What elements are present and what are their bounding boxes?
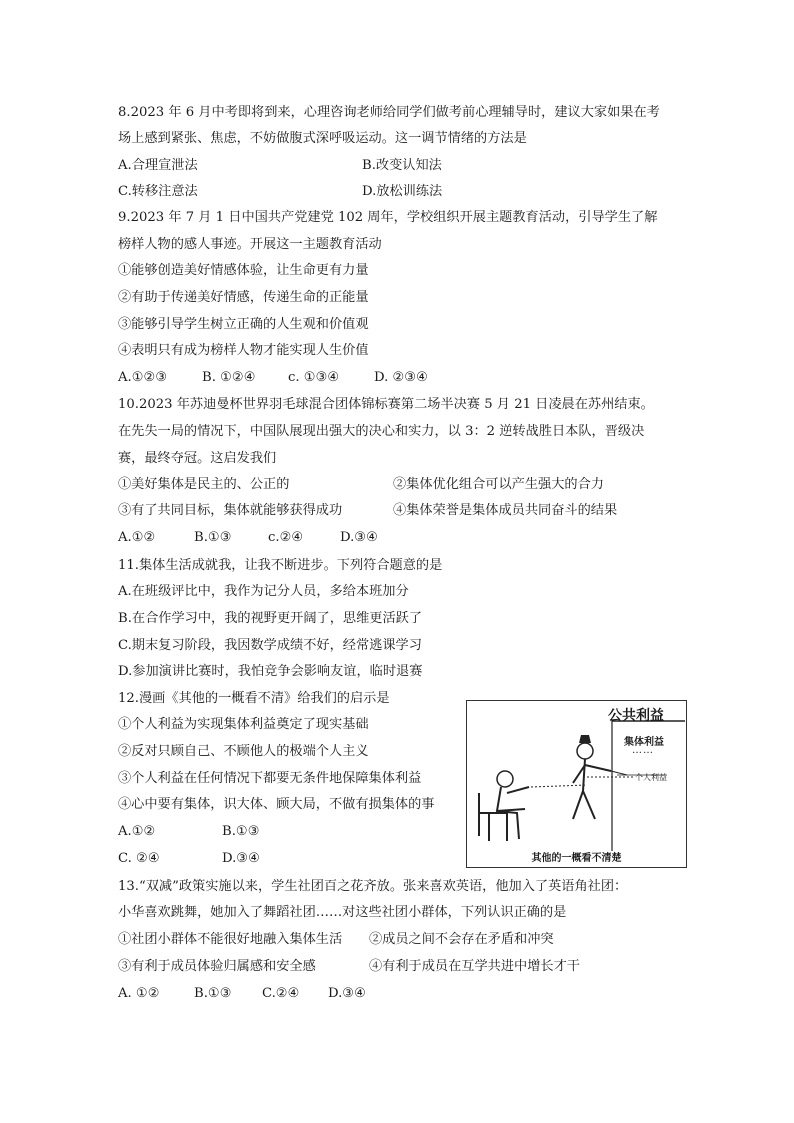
q12-option-d: D.③④ [222,851,260,866]
q10-option-d: D.③④ [340,530,378,545]
q9-option-c: c. ①③④ [288,370,340,385]
q8-stem-line2: 场上感到紧张、焦虑，不妨做腹式深呼吸运动。这一调节情绪的方法是 [118,131,527,146]
q8-option-b: B.改变认知法 [362,158,442,173]
q13-stem-line2: 小华喜欢跳舞，她加入了舞蹈社团……对这些社团小群体，下列认识正确的是 [118,905,567,920]
q13-stem-line1: 13.“双减”政策实施以来，学生社团百之花齐放。张来喜欢英语，他加入了英语角社团： [118,879,628,894]
cartoon-dots: …… [632,745,654,756]
q11-option-b: B.在合作学习中，我的视野更开阔了，思维更活跃了 [118,611,423,626]
q11-option-a: A.在班级评比中，我作为记分人员，多给本班加分 [118,584,409,599]
q8-stem-line1: 8.2023 年 6 月中考即将到来，心理咨询老师给同学们做考前心理辅导时，建议大家如果在考 [118,105,660,120]
q9-statement-1: ①能够创造美好情感体验，让生命更有力量 [118,263,369,278]
q9-statement-4: ④表明只有成为榜样人物才能实现人生价值 [118,343,369,358]
q10-statement-1: ①美好集体是民主的、公正的 [118,477,290,492]
q9-stem-line2: 榜样人物的感人事迹。开展这一主题教育活动 [118,237,382,252]
q9-stem-line1: 9.2023 年 7 月 1 日中国共产党建党 102 周年，学校组织开展主题教育活动，引导学生了解 [118,210,658,225]
q9-option-b: B. ①②④ [202,370,256,385]
q13-option-c: C.②④ [262,986,300,1001]
q12-statement-1: ①个人利益为实现集体利益奠定了现实基础 [118,717,369,732]
q10-statement-2: ②集体优化组合可以产生强大的合力 [393,477,604,492]
q10-stem-line1: 10.2023 年苏迪曼杯世界羽毛球混合团体锦标赛第二场半决赛 5 月 21 日凌晨在苏州结束。 [118,397,654,412]
q13-option-a: A. ①② [118,986,160,1001]
q10-stem-line2: 在先失一局的情况下，中国队展现出强大的决心和实力，以 3：2 逆转战胜日本队，晋级决 [118,424,645,439]
q12-statement-3: ③个人利益在任何情况下都要无条件地保障集体利益 [118,771,422,786]
q12-stem: 12.漫画《其他的一概看不清》给我们的启示是 [118,691,390,706]
q10-stem-line3: 赛，最终夺冠。这启发我们 [118,451,277,466]
q13-statement-1: ①社团小群体不能很好地融入集体生活 [118,932,343,947]
q8-option-c: C.转移注意法 [118,184,198,199]
cartoon-collective-label: 集体利益 [624,737,664,748]
q13-option-b: B.①③ [194,986,232,1001]
cartoon-personal-label: 个人利益 [635,773,667,782]
q10-option-b: B.①③ [194,530,232,545]
q13-option-d: D.③④ [328,986,366,1001]
q11-option-d: D.参加演讲比赛时，我怕竞争会影响友谊，临时退赛 [118,664,423,679]
q13-statement-2: ②成员之间不会存在矛盾和冲突 [369,932,554,947]
q9-statement-2: ②有助于传递美好情感，传递生命的正能量 [118,290,369,305]
q12-statement-2: ②反对只顾自己、不顾他人的极端个人主义 [118,744,369,759]
q12-option-c: C. ②④ [118,851,160,866]
q9-statement-3: ③能够引导学生树立正确的人生观和价值观 [118,317,369,332]
q10-option-c: c.②④ [268,530,304,545]
q10-statement-3: ③有了共同目标，集体就能够获得成功 [118,503,343,518]
q13-statement-3: ③有利于成员体验归属感和安全感 [118,959,316,974]
q12-statement-4: ④心中要有集体，识大体、顾大局，不做有损集体的事 [118,797,435,812]
q11-stem: 11.集体生活成就我，让我不断进步。下列符合题意的是 [118,558,443,573]
q12-cartoon [466,700,687,868]
q10-option-a: A.①② [118,530,156,545]
q9-option-a: A.①②③ [118,370,168,385]
q13-statement-4: ④有利于成员在互学共进中增长才干 [369,959,580,974]
cartoon-title: 公共利益 [608,708,664,724]
cartoon-illustration [467,701,687,868]
q8-option-d: D.放松训练法 [362,184,443,199]
q12-option-b: B.①③ [222,824,260,839]
q9-option-d: D. ②③④ [374,370,428,385]
q11-option-c: C.期末复习阶段，我因数学成绩不好，经常逃课学习 [118,638,422,653]
q12-option-a: A.①② [118,824,156,839]
q8-option-a: A.合理宣泄法 [118,158,198,173]
cartoon-caption: 其他的一概看不清楚 [531,853,622,864]
q10-statement-4: ④集体荣誉是集体成员共同奋斗的结果 [393,503,618,518]
